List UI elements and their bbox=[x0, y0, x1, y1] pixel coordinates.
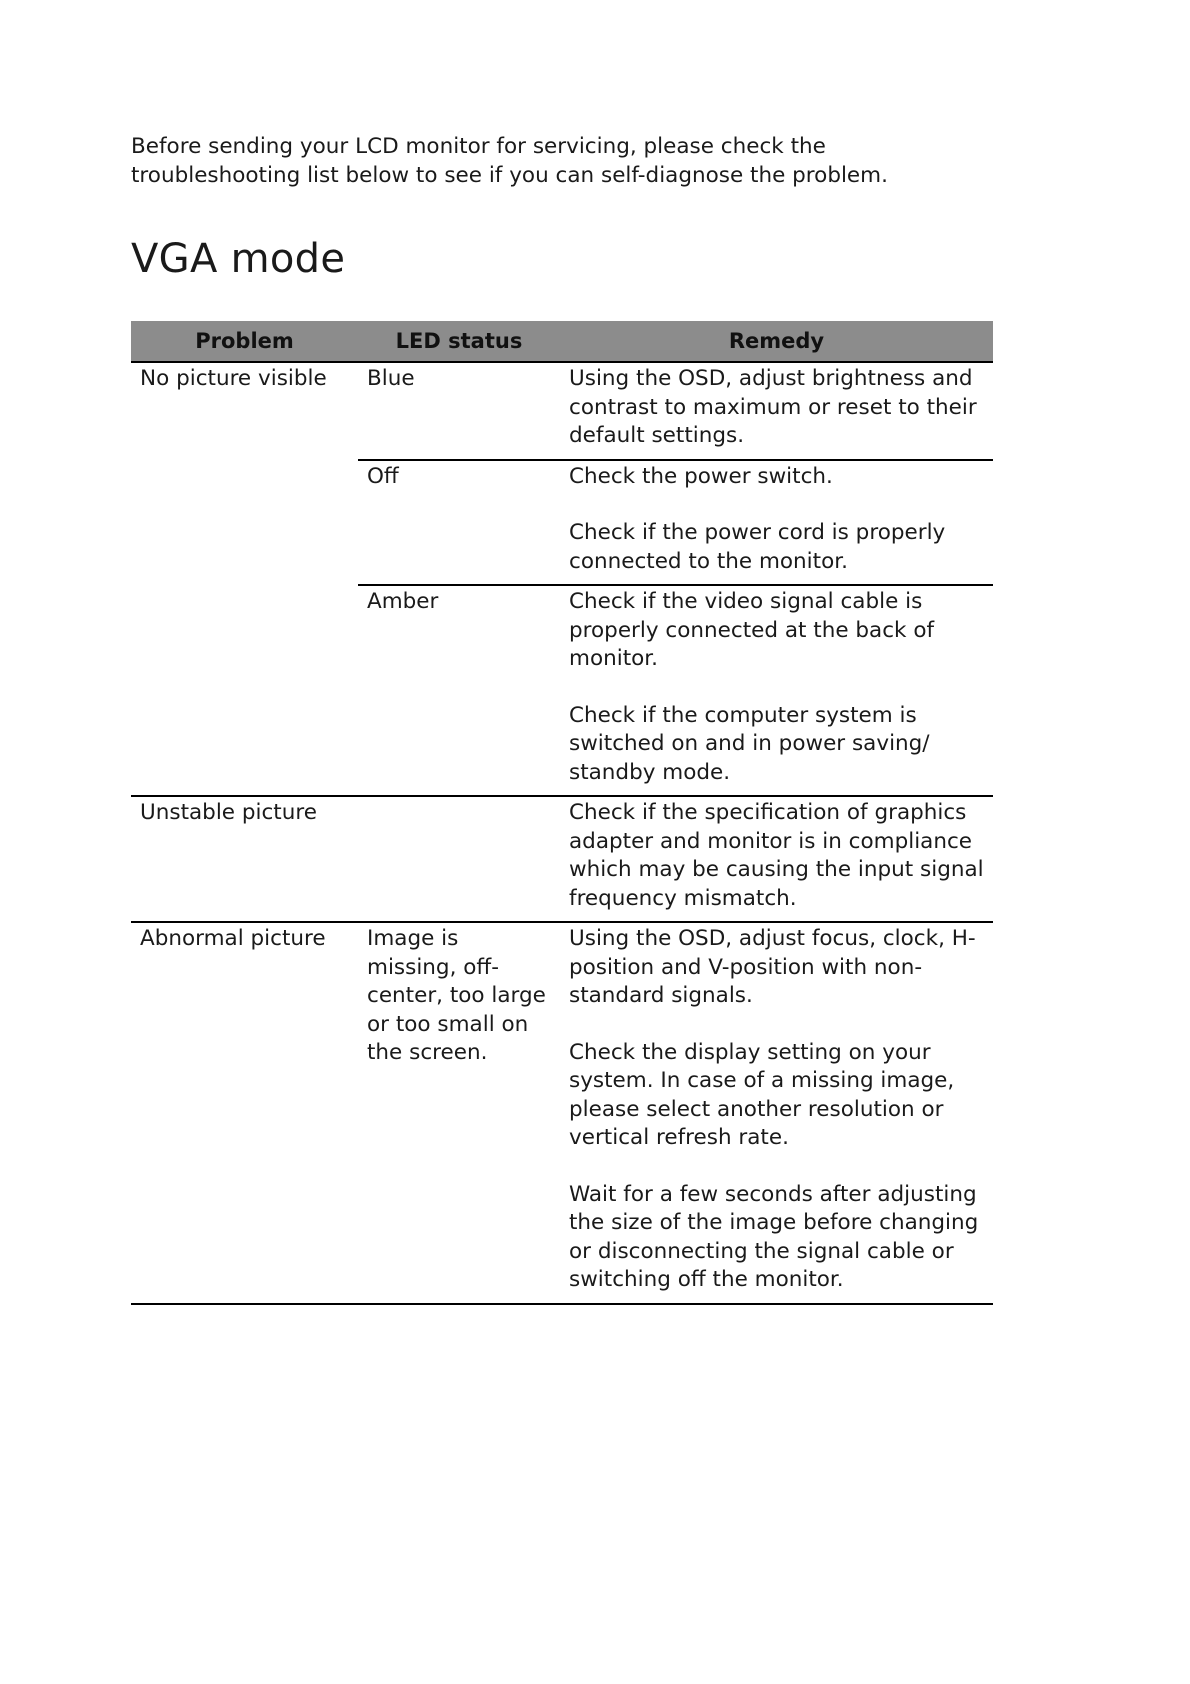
led-status-cell: Blue bbox=[358, 362, 560, 460]
led-status-cell bbox=[358, 796, 560, 922]
remedy-paragraph: Check if the specification of graphics adapter and monitor is in compliance which may be causing the input signal frequency mismatch. bbox=[569, 800, 984, 911]
remedy-paragraph: Using the OSD, adjust brightness and contrast to maximum or reset to their default settings. bbox=[569, 366, 977, 448]
table-row bbox=[131, 922, 993, 1304]
remedy-paragraph: Check if the power cord is properly connected to the monitor. bbox=[569, 520, 946, 574]
intro-line-1: Before sending your LCD monitor for servicing, please check the bbox=[131, 134, 826, 159]
remedy-paragraph: Check the power switch. bbox=[569, 463, 833, 489]
remedy-paragraph: Check if the video signal cable is properly connected at the back of monitor. bbox=[569, 589, 935, 671]
section-heading: VGA mode bbox=[131, 236, 346, 282]
table-row bbox=[131, 362, 993, 460]
header-led-status: LED status bbox=[358, 321, 560, 362]
header-problem: Problem bbox=[131, 321, 358, 362]
problem-cell: No picture visible bbox=[131, 362, 358, 796]
remedy-cell bbox=[560, 585, 993, 796]
remedy-cell bbox=[560, 362, 993, 460]
remedy-paragraph: Wait for a few seconds after adjusting the size of the image before changing or disconnecting the signal cable or switching off the monitor. bbox=[569, 1181, 979, 1292]
table-row bbox=[131, 796, 993, 922]
led-status-cell: Off bbox=[358, 460, 560, 586]
remedy-cell bbox=[560, 796, 993, 922]
remedy-cell bbox=[560, 922, 993, 1304]
remedy-paragraph: Check the display setting on your system. In case of a missing image, please select another resolution or vertical refresh rate. bbox=[569, 1039, 955, 1150]
led-status-cell: Amber bbox=[358, 585, 560, 796]
intro-text bbox=[131, 132, 1031, 190]
header-remedy: Remedy bbox=[560, 321, 993, 362]
table-header-row bbox=[131, 321, 993, 362]
remedy-cell bbox=[560, 460, 993, 586]
remedy-paragraph: Check if the computer system is switched on and in power saving/ standby mode. bbox=[569, 702, 930, 785]
problem-cell: Abnormal picture bbox=[131, 922, 358, 1304]
problem-cell: Unstable picture bbox=[131, 796, 358, 922]
intro-line-2: troubleshooting list below to see if you can self-diagnose the problem. bbox=[131, 163, 888, 188]
led-status-cell: Image is missing, off-center, too large or too small on the screen. bbox=[358, 922, 560, 1304]
remedy-paragraph: Using the OSD, adjust focus, clock, H-position and V-position with non-standard signals. bbox=[569, 926, 976, 1008]
troubleshooting-table bbox=[131, 321, 993, 1305]
